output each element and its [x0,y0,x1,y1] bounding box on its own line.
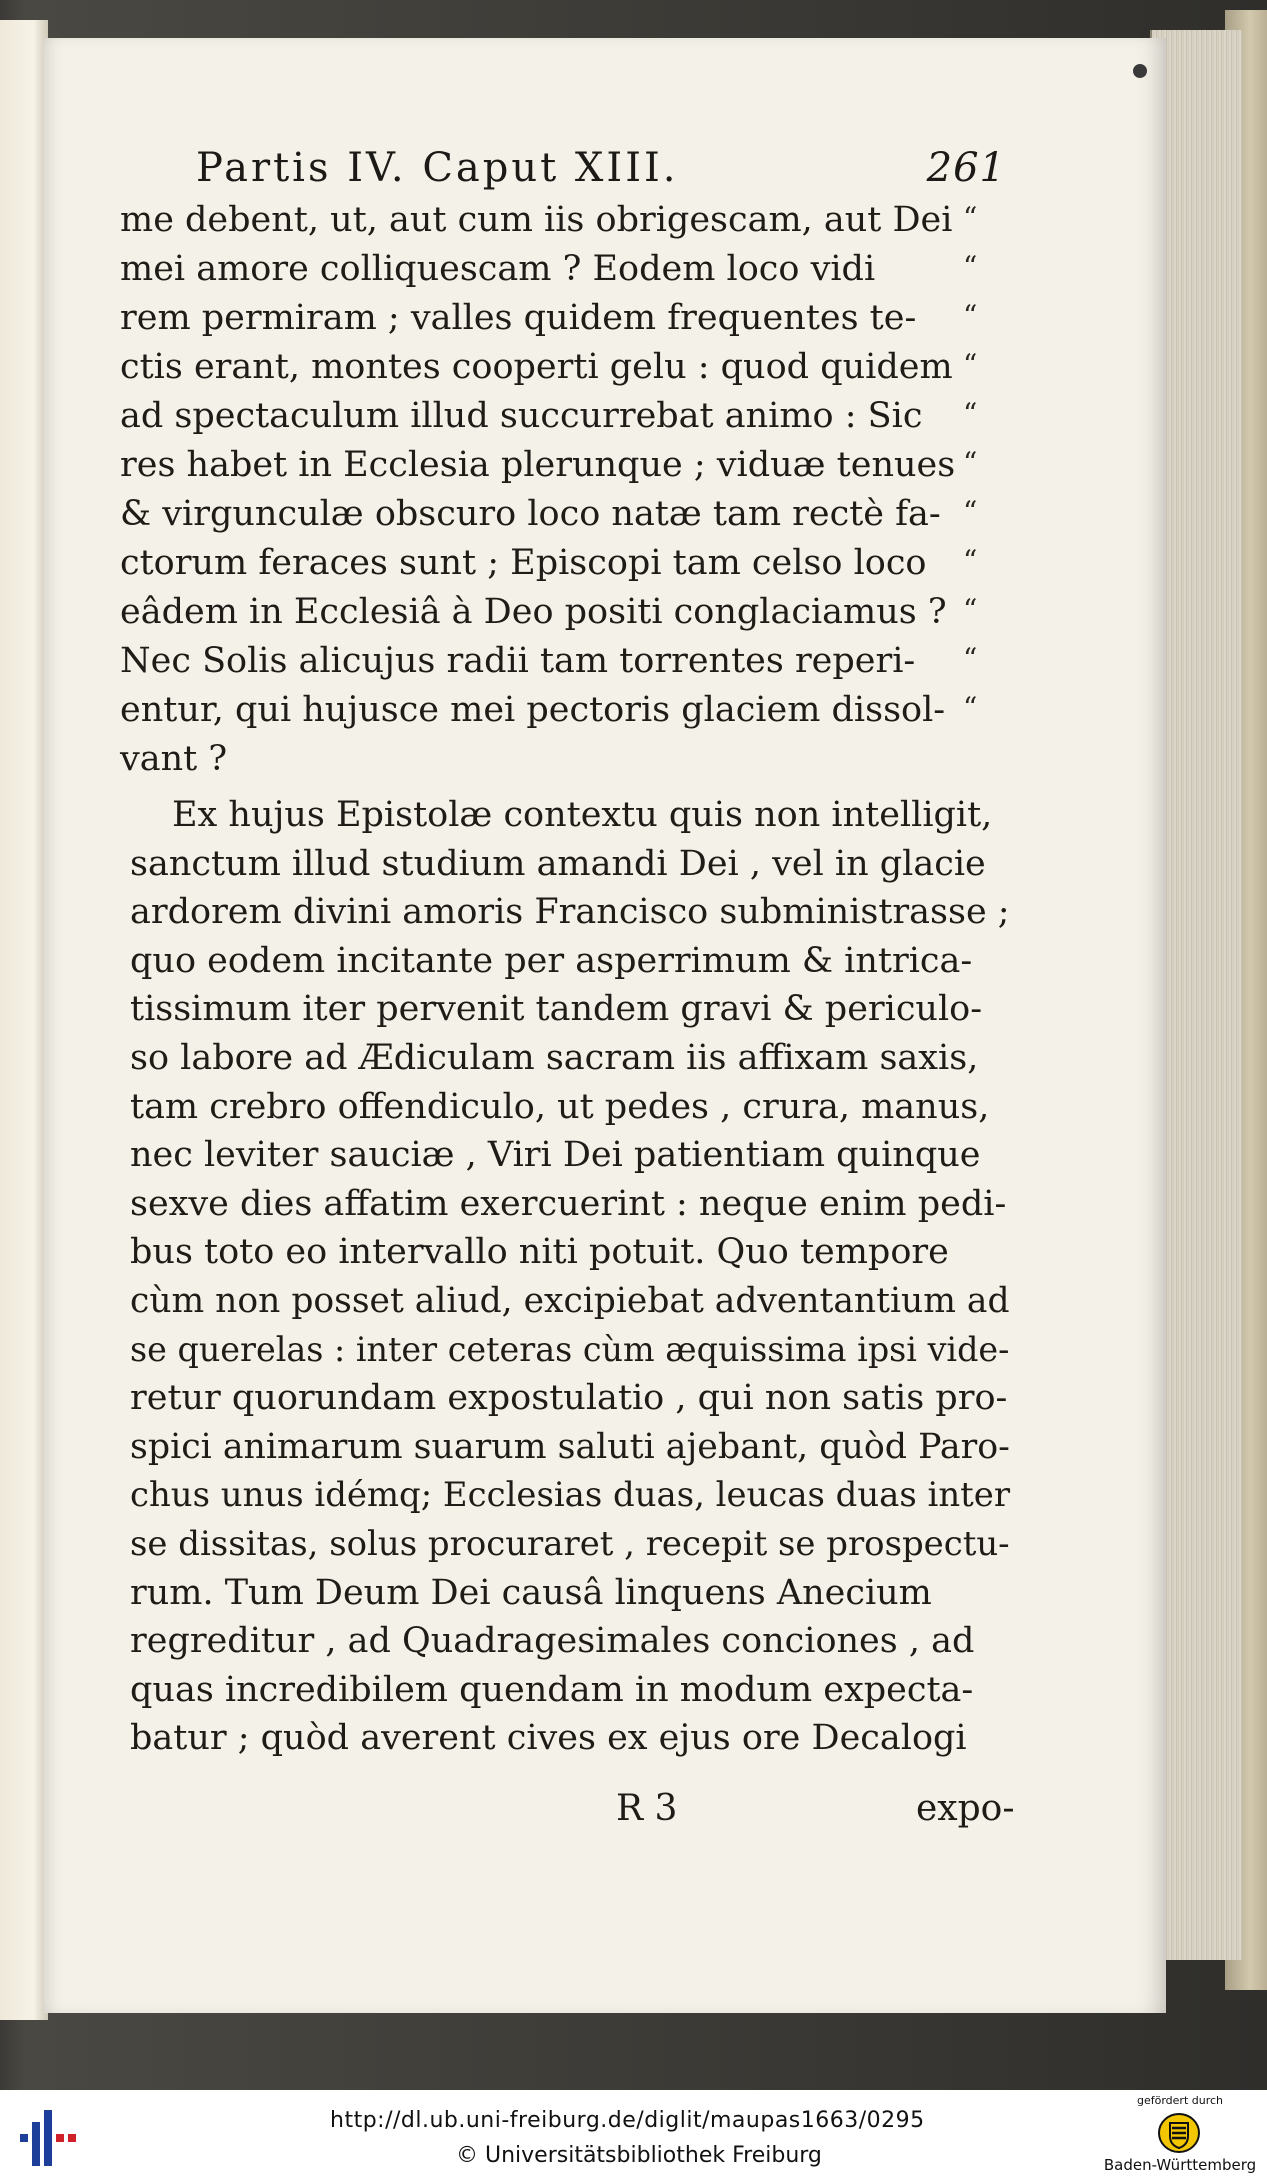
quote-line: res habet in Ecclesia plerunque ; viduæ tenues [120,445,956,485]
body-line: se querelas : inter ceteras cùm æquissima ipsi vide- [130,1329,1010,1369]
quotation-mark: “ [963,397,978,430]
body-line: spici animarum suarum saluti ajebant, quòd Paro- [130,1426,1010,1467]
facing-page-edge [0,20,48,2020]
body-line: rum. Tum Deum Dei causâ linquens Anecium [130,1572,932,1613]
body-line: cùm non posset aliud, excipiebat adventantium ad [130,1281,1010,1321]
quote-line: vant ? [120,739,228,779]
quote-line: mei amore colliquescam ? Eodem loco vidi [120,249,876,289]
quotation-mark: “ [963,446,978,479]
footer-bar [0,2090,1267,2180]
page-number: 261 [926,145,1006,191]
body-line: nec leviter sauciæ , Viri Dei patientiam quinque [130,1135,981,1176]
quotation-mark: “ [963,299,978,332]
body-line: Ex hujus Epistolæ contextu quis non intelligit, [172,795,993,835]
body-line: quas incredibilem quendam in modum expecta- [130,1669,974,1710]
signature-mark: R 3 [616,1788,678,1829]
body-line: sexve dies affatim exercuerint : neque enim pedi- [130,1183,1007,1224]
quotation-mark: “ [963,642,978,675]
quote-line: ctis erant, montes cooperti gelu : quod quidem [120,347,953,387]
sponsor-label-top: gefördert durch [1136,2094,1224,2107]
body-line: chus unus idémq; Ecclesias duas, leucas duas inter [130,1475,1011,1515]
body-line: tam crebro offendiculo, ut pedes , crura, manus, [130,1086,990,1127]
body-line: quo eodem incitante per asperrimum & intrica- [130,940,973,981]
body-line: so labore ad Ædiculam sacram iis affixam saxis, [130,1038,979,1078]
body-line: sanctum illud studium amandi Dei , vel in glacie [130,843,986,884]
sponsor-badge [1100,2094,1260,2178]
quotation-mark: “ [963,495,978,528]
catchword: expo- [916,1788,1015,1829]
body-line: ardorem divini amoris Francisco subministrasse ; [130,892,1010,933]
body-line: retur quorundam expostulatio , qui non satis pro- [130,1378,1008,1419]
body-line: batur ; quòd averent cives ex ejus ore Decalogi [130,1718,967,1759]
quotation-mark: “ [963,691,978,724]
body-line: se dissitas, solus procuraret , recepit se prospectu- [130,1524,1010,1563]
library-logo-icon [20,2110,80,2166]
body-line: bus toto eo intervallo niti potuit. Quo tempore [130,1232,949,1273]
quotation-mark: “ [963,201,978,234]
quote-line: ctorum feraces sunt ; Episcopi tam celso loco [120,543,927,583]
quotation-mark: “ [963,250,978,283]
header-title: Partis IV. Caput XIII. [196,145,679,191]
permalink-url[interactable]: http://dl.ub.uni-freiburg.de/diglit/maupas1663/0295 [330,2108,925,2133]
quote-line: entur, qui hujusce mei pectoris glaciem dissol- [120,690,946,730]
quote-line: eâdem in Ecclesiâ à Deo positi conglaciamus ? [120,592,947,632]
quote-line: ad spectaculum illud succurrebat animo : Sic [120,396,923,436]
body-line: regreditur , ad Quadragesimales conciones , ad [130,1621,975,1662]
body-line: tissimum iter pervenit tandem gravi & periculo- [130,989,983,1030]
copyright-notice: © Universitätsbibliothek Freiburg [456,2143,822,2168]
sponsor-label-bottom: Baden-Württemberg [1103,2156,1257,2174]
scan-marker-dot [1133,64,1147,78]
quotation-mark: “ [963,593,978,626]
quote-line: me debent, ut, aut cum iis obrigescam, aut Dei [120,200,953,240]
coat-of-arms-icon [1158,2112,1200,2154]
quote-line: rem permiram ; valles quidem frequentes te- [120,298,917,338]
quotation-mark: “ [963,544,978,577]
quote-line: Nec Solis alicujus radii tam torrentes reperi- [120,641,916,681]
running-header [196,145,1006,195]
quotation-mark: “ [963,348,978,381]
quote-line: & virgunculæ obscuro loco natæ tam rectè fa- [120,494,941,534]
